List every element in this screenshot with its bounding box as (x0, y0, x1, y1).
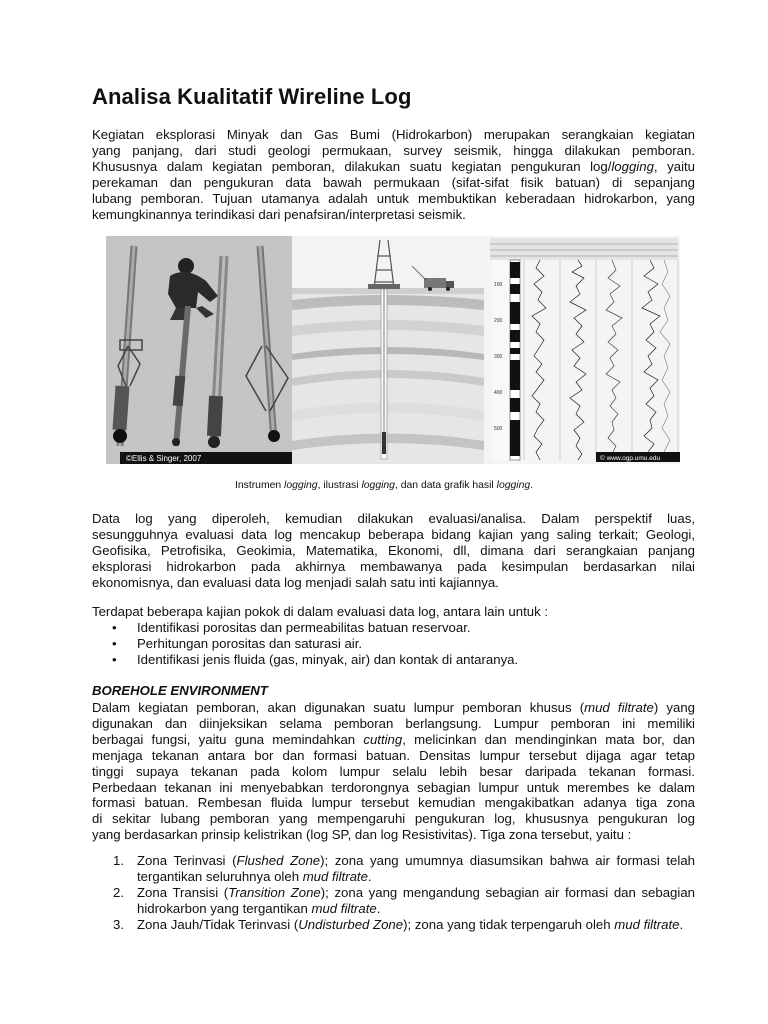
study-list (92, 620, 518, 668)
text-line: Geofisika, Petrofisika, Geokimia, Matematika, Ekonomi, dll, dimana dari serangkaian panjang (92, 542, 695, 558)
text-line: Dalam kegiatan pemboran, akan digunakan suatu lumpur pemboran khusus (mud filtrate) yang (92, 700, 695, 715)
zone-item: 1. Zona Terinvasi (Flushed Zone); zona yang umumnya diasumsikan bahwa air formasi telah tergantikan seluruhnya oleh mud filtrate. (113, 853, 695, 884)
study-intro: Terdapat beberapa kajian pokok di dalam evaluasi data log, antara lain untuk : (92, 604, 549, 619)
svg-text:200: 200 (494, 318, 503, 324)
text-line: di sekitar lubang pemboran yang mempengaruhi pengukuran log, khususnya pengukuran log (92, 811, 695, 827)
section-heading: BOREHOLE ENVIRONMENT (92, 683, 268, 698)
figure-credit-right: © www.ogp.umu.edu (600, 455, 661, 462)
log-data-chart (484, 236, 680, 464)
text-line: formasi batuan. Rembesan fluida lumpur tersebut kemudian mengakibatkan adanya tiga zona (92, 795, 695, 811)
logging-tools-photo (106, 236, 304, 464)
text-line: menjaga tekanan antara bor dan formasi batuan. Densitas lumpur tersebut dijaga agar tetap (92, 747, 695, 763)
text-line: Kegiatan eksplorasi Minyak dan Gas Bumi (Hidrokarbon) merupakan serangkaian kegiatan (92, 127, 695, 142)
text-line: digunakan dan diinjeksikan selama pemboran berlangsung. Lumpur pemboran ini memiliki (92, 715, 695, 731)
text-line: eksplorasi hidrokarbon pada akhirnya membawanya pada kesimpulan berdasarkan nilai (92, 558, 695, 574)
list-item: • Perhitungan porositas dan saturasi air. (112, 635, 363, 651)
figure-caption: Instrumen logging, ilustrasi logging, dan data grafik hasil logging. (234, 480, 534, 491)
text-line: perekaman dan pengukuran data bawah permukaan (sifat-sifat fisik batuan) di sepanjang (92, 174, 695, 190)
svg-text:300: 300 (494, 354, 503, 360)
list-item: • Identifikasi porositas dan permeabilitas batuan reservoar. (112, 620, 471, 635)
figure-credit-left: ©Ellis & Singer, 2007 (126, 454, 202, 463)
logging-illustration (292, 236, 484, 464)
italic-term: logging (611, 158, 654, 174)
text-line: ekonomisnya, dan evaluasi data log menjadi salah satu inti kajiannya. (92, 574, 499, 590)
text-line: berbagai fungsi, yaitu guna memindahkan cutting, melicinkan dan mendinginkan mata bor, dan (92, 731, 695, 747)
zone-item: 3. Zona Jauh/Tidak Terinvasi (Undisturbed Zone); zona yang tidak terpengaruh oleh mud filtrate. (113, 916, 684, 932)
logging-figure (106, 236, 680, 464)
list-item: • Identifikasi jenis fluida (gas, minyak, air) dan kontak di antaranya. (112, 651, 519, 667)
text-line: yang panjang, dari studi geologi permukaan, survey seismik, hingga dilakukan pemboran. (92, 142, 695, 158)
borehole-paragraph (92, 700, 695, 843)
text-line: Khususnya dalam kegiatan pemboran, dilakukan suatu kegiatan pengukuran log/logging, yaitu (92, 158, 695, 174)
text-line: Data log yang diperoleh, kemudian dilakukan evaluasi/analisa. Dalam perspektif luas, (92, 511, 695, 526)
text-line: tinggi supaya tekanan pada kolom lumpur selalu lebih besar daripada tekanan formasi. (92, 763, 695, 779)
svg-text:400: 400 (494, 390, 503, 396)
zone-item: 2. Zona Transisi (Transition Zone); zona yang mengandung sebagian air formasi dan sebagian hidrokarbon yang tergantikan mud filtrate. (113, 884, 695, 916)
svg-text:100: 100 (494, 282, 503, 288)
intro-paragraph (92, 127, 695, 222)
analysis-paragraph (92, 511, 695, 591)
zone-list (92, 853, 695, 933)
page-title: Analisa Kualitatif Wireline Log (92, 84, 412, 109)
text-line: Perbedaan tekanan ini menyebabkan terdorongnya sebagian lumpur untuk merembes ke dalam (92, 779, 695, 795)
text-line: kemungkinannya terindikasi dari penafsiran/interpretasi seismik. (92, 206, 466, 222)
svg-text:500: 500 (494, 426, 503, 432)
text-line: sesungguhnya evaluasi data log mencakup beberapa bidang kajian yang saling terkait; Geologi, (92, 526, 695, 542)
text-line: lubang pemboran. Tujuan utamanya adalah untuk membuktikan keberadaan hidrokarbon, yang (92, 190, 695, 206)
text-line: yang berdasarkan prinsip kelistrikan (log SP, dan log Resistivitas). Tiga zona tersebut, yaitu : (92, 827, 632, 843)
